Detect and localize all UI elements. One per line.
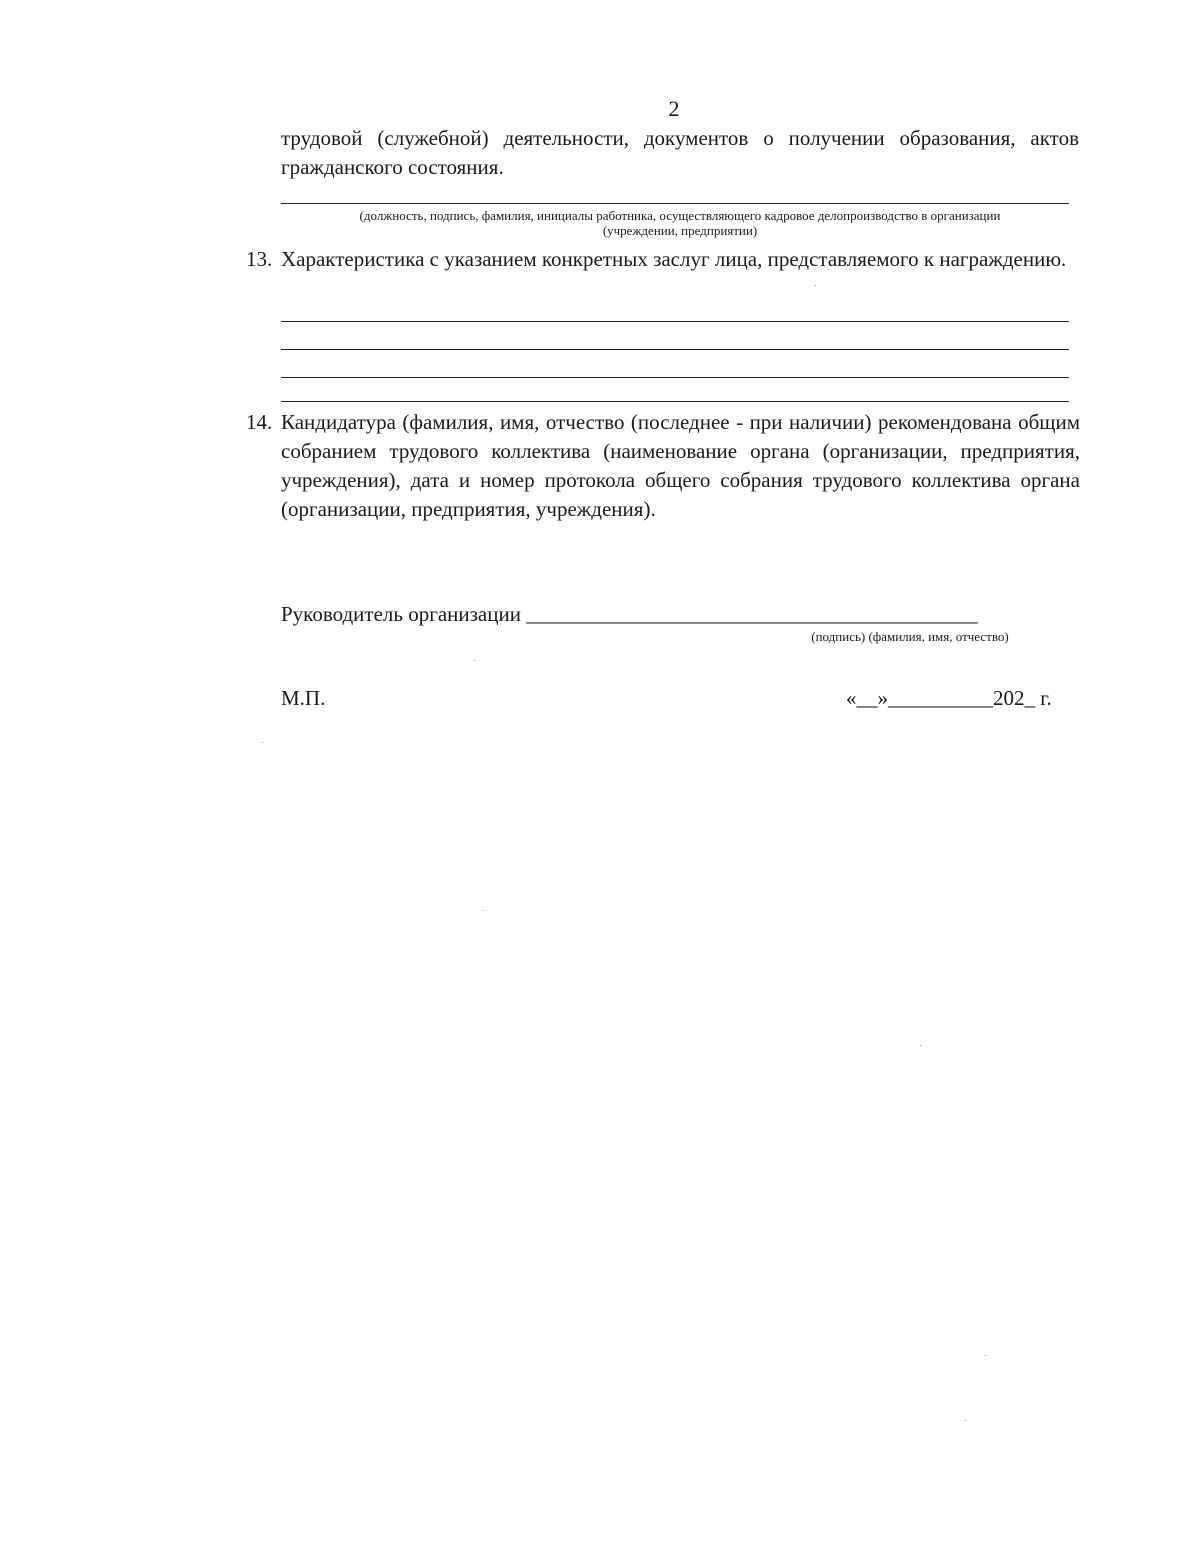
item-13 [246,245,1080,274]
stamp-label: М.П. [281,686,326,710]
characteristic-line-3 [281,377,1069,378]
item-14-text: Кандидатура (фамилия, имя, отчество (последнее - при наличии) рекомендована общим собранием трудового коллектива (наименование органа (организации, предприятия, учреждения), дата и номер протокола общего собрания трудового коллектива органа (организации, предприятия, учреждения). [281,410,1080,521]
scan-speck [483,910,484,911]
hr-signature-caption-line2: (учреждении, предприятии) [602,223,758,238]
scan-speck [985,1355,986,1356]
hr-signature-line [281,203,1069,204]
manager-signature-line: ___________________________________________ [526,602,978,626]
hr-signature-caption-line1: (должность, подпись, фамилия, инициалы работника, осуществляющего кадровое делопроизводство в организации [359,208,1001,223]
date-field: «__»__________202_ г. [846,686,1052,710]
scan-speck [815,285,816,286]
item-14-number: 14. [246,410,273,434]
scan-speck [474,660,475,661]
page-number: 2 [668,96,680,121]
item-14 [246,408,1080,524]
hr-signature-caption [281,208,1079,238]
manager-label: Руководитель организации [281,602,521,626]
characteristic-line-1 [281,321,1069,322]
manager-signature-caption: (подпись) (фамилия, имя, отчество) [811,629,1009,644]
characteristic-line-4 [281,401,1069,402]
continuation-paragraph: трудовой (служебной) деятельности, документов о получении образования, актов гражданского состояния. [281,126,1079,179]
scan-speck [920,1045,921,1046]
item-13-text: Характеристика с указанием конкретных заслуг лица, представляемого к награждению. [281,247,1067,271]
signature-row [281,600,978,629]
scan-speck [262,742,263,743]
characteristic-line-2 [281,349,1069,350]
scan-speck [965,1420,966,1421]
item-13-number: 13. [246,247,273,271]
